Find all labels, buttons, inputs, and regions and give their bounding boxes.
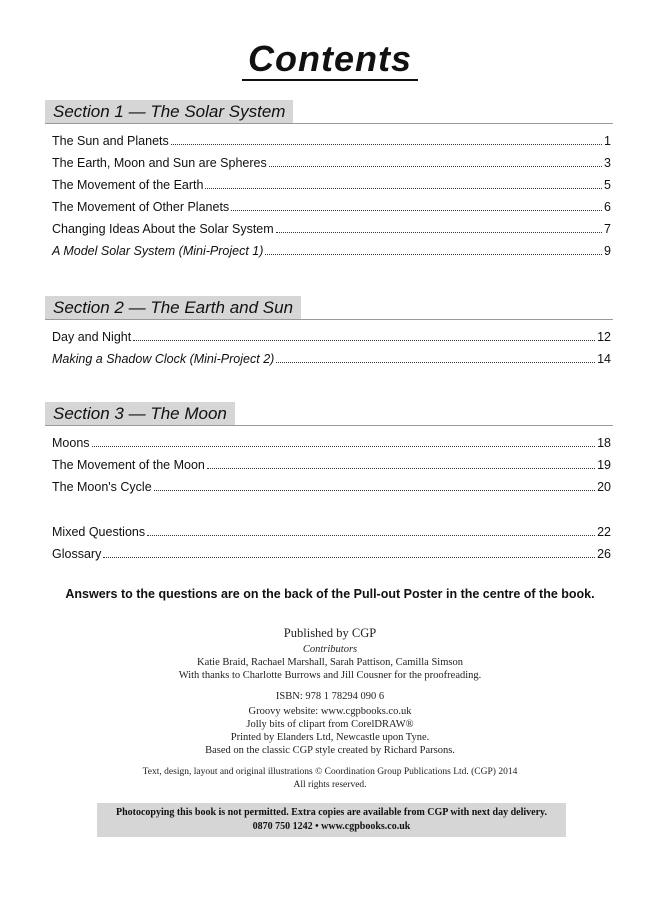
toc-entry[interactable]: A Model Solar System (Mini-Project 1) 9	[52, 244, 611, 258]
dot-leader	[147, 534, 595, 536]
contributors-label: Contributors	[302, 644, 358, 655]
dot-leader	[205, 187, 602, 189]
page-number: 26	[597, 547, 611, 561]
dot-leader	[265, 253, 602, 255]
thanks: With thanks to Charlotte Burrows and Jill Cousner for the proofreading.	[178, 670, 482, 681]
toc-entry-mixed-questions[interactable]: Mixed Questions 22	[52, 525, 611, 539]
printer: Printed by Elanders Ltd, Newcastle upon Tyne.	[230, 732, 430, 743]
answers-note: Answers to the questions are on the back of the Pull-out Poster in the centre of the book.	[65, 587, 595, 601]
page-number: 18	[597, 436, 611, 450]
toc-entry[interactable]: The Sun and Planets 1	[52, 134, 611, 148]
toc-entry[interactable]: Moons 18	[52, 436, 611, 450]
footer-line-2: 0870 750 1242 • www.cgpbooks.co.uk	[252, 821, 411, 832]
page-number: 1	[604, 134, 611, 148]
contributors: Katie Braid, Rachael Marshall, Sarah Pattison, Camilla Simson	[197, 657, 463, 668]
page-number: 7	[604, 222, 611, 236]
toc-entry[interactable]: The Moon's Cycle 20	[52, 480, 611, 494]
page-number: 9	[604, 244, 611, 258]
section-3-divider	[45, 425, 613, 426]
dot-leader	[154, 489, 595, 491]
dot-leader	[276, 361, 595, 363]
dot-leader	[171, 143, 602, 145]
style-credit: Based on the classic CGP style created by Richard Parsons.	[205, 745, 455, 756]
copyright: Text, design, layout and original illustrations © Coordination Group Publications Ltd. (CGP) 2014	[142, 767, 518, 777]
dot-leader	[133, 339, 595, 341]
dot-leader	[276, 231, 602, 233]
page-number: 22	[597, 525, 611, 539]
dot-leader	[207, 467, 595, 469]
dot-leader	[92, 445, 596, 447]
toc-entry[interactable]: Changing Ideas About the Solar System 7	[52, 222, 611, 236]
dot-leader	[103, 556, 595, 558]
footer-notice	[97, 803, 566, 837]
page-number: 3	[604, 156, 611, 170]
section-2-divider	[45, 319, 613, 320]
page-title: Contents	[0, 38, 660, 80]
toc-entry[interactable]: Day and Night 12	[52, 330, 611, 344]
toc-entry-glossary[interactable]: Glossary 26	[52, 547, 611, 561]
toc-entry[interactable]: The Movement of the Moon 19	[52, 458, 611, 472]
toc-entry[interactable]: The Movement of the Earth 5	[52, 178, 611, 192]
section-3-header: Section 3 — The Moon	[45, 402, 235, 426]
published-by: Published by CGP	[283, 626, 377, 640]
section-1-header: Section 1 — The Solar System	[45, 100, 293, 124]
page-number: 6	[604, 200, 611, 214]
dot-leader	[269, 165, 602, 167]
page-number: 19	[597, 458, 611, 472]
website: Groovy website: www.cgpbooks.co.uk	[248, 706, 412, 717]
toc-entry[interactable]: The Earth, Moon and Sun are Spheres 3	[52, 156, 611, 170]
rights: All rights reserved.	[293, 780, 367, 790]
toc-entry[interactable]: The Movement of Other Planets 6	[52, 200, 611, 214]
toc-entry[interactable]: Making a Shadow Clock (Mini-Project 2) 14	[52, 352, 611, 366]
section-2-header: Section 2 — The Earth and Sun	[45, 296, 301, 320]
footer-line-1: Photocopying this book is not permitted. Extra copies are available from CGP with next day delivery.	[115, 807, 547, 818]
section-1-divider	[45, 123, 613, 124]
isbn: ISBN: 978 1 78294 090 6	[275, 691, 385, 702]
page-number: 20	[597, 480, 611, 494]
clipart-credit: Jolly bits of clipart from CorelDRAW®	[246, 719, 414, 730]
page-number: 14	[597, 352, 611, 366]
page-number: 12	[597, 330, 611, 344]
page-number: 5	[604, 178, 611, 192]
dot-leader	[231, 209, 602, 211]
